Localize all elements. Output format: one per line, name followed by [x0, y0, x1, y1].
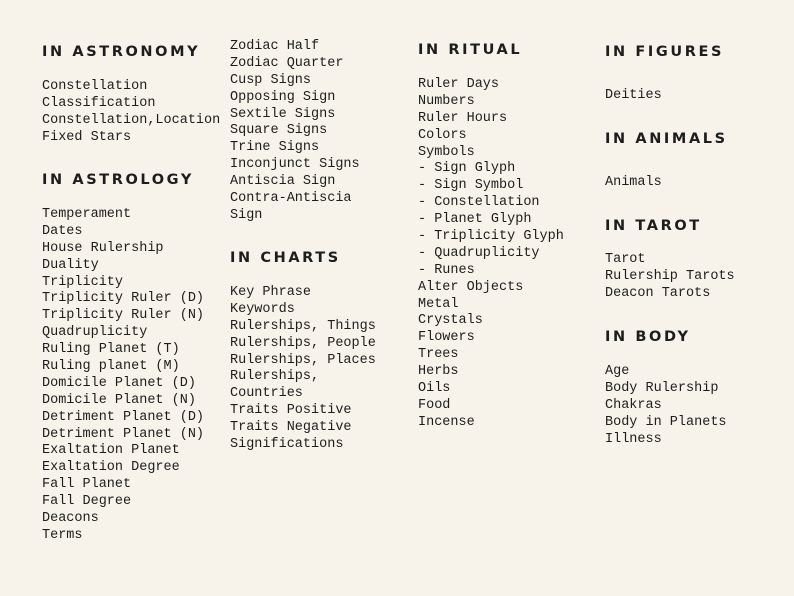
list-in-ritual — [418, 77, 564, 432]
list-item: Fall Planet — [42, 477, 132, 493]
list-item: Rulerships, People — [230, 335, 376, 351]
list-item: - Constellation — [418, 195, 540, 211]
list-item: Domicile Planet (D) — [42, 375, 196, 391]
heading-in-tarot: IN TAROT — [605, 218, 702, 234]
list-item: Dates — [42, 223, 83, 239]
list-item: Terms — [42, 527, 83, 543]
list-item: Antiscia Sign — [230, 174, 336, 190]
heading-in-animals: IN ANIMALS — [605, 131, 728, 147]
list-item: Quadruplicity — [42, 325, 148, 341]
list-item: Duality — [42, 257, 99, 273]
list-item: Numbers — [418, 93, 475, 109]
list-item: Sextile Signs — [230, 106, 336, 122]
heading-in-figures: IN FIGURES — [605, 44, 725, 60]
list-item: Countries — [230, 386, 303, 402]
list-item: Ruling Planet (T) — [42, 342, 180, 358]
list-item: Constellation,Location — [42, 112, 221, 128]
list-item: Keywords — [230, 301, 295, 317]
list-in-animals — [605, 175, 662, 192]
list-item: Domicile Planet (N) — [42, 392, 196, 408]
list-item: Significations — [230, 437, 344, 453]
heading-in-body: IN BODY — [605, 329, 691, 345]
list-item: - Triplicity Glyph — [418, 229, 564, 245]
list-item: Symbols — [418, 144, 475, 160]
list-item: Square Signs — [230, 123, 328, 139]
list-item: Sign — [230, 207, 263, 223]
list-in-body — [605, 364, 727, 448]
list-item: Ruler Hours — [418, 110, 508, 126]
list-item: Fixed Stars — [42, 129, 132, 145]
heading-in-astronomy: IN ASTRONOMY — [42, 44, 201, 60]
list-item: Zodiac Quarter — [230, 55, 344, 71]
heading-in-charts: IN CHARTS — [230, 250, 341, 266]
list-item: Cusp Signs — [230, 72, 312, 88]
list-item: Traits Positive — [230, 403, 352, 419]
list-item: Colors — [418, 127, 467, 143]
list-item: House Rulership — [42, 240, 164, 256]
list-item: - Quadruplicity — [418, 245, 540, 261]
list-item: Traits Negative — [230, 420, 352, 436]
list-item: Constellation — [42, 79, 148, 94]
list-item: Crystals — [418, 313, 483, 329]
list-item: Triplicity Ruler (N) — [42, 308, 205, 324]
list-item: Trine Signs — [230, 140, 320, 156]
list-item: Key Phrase — [230, 285, 312, 300]
list-item: Opposing Sign — [230, 89, 336, 105]
list-item: Contra-Antiscia — [230, 191, 352, 207]
list-in-tarot — [605, 252, 735, 303]
list-item: Animals — [605, 175, 662, 190]
list-item: Alter Objects — [418, 279, 524, 295]
list-item: Detriment Planet (N) — [42, 426, 205, 442]
list-in-figures — [605, 88, 662, 105]
list-item: Temperament — [42, 207, 132, 222]
heading-in-ritual: IN RITUAL — [418, 42, 523, 58]
list-item: - Sign Glyph — [418, 161, 516, 177]
list-item: Fall Degree — [42, 494, 132, 510]
list-in-charts — [230, 285, 376, 454]
list-item: Tarot — [605, 252, 646, 267]
list-item: - Planet Glyph — [418, 212, 532, 228]
list-item: Deacon Tarots — [605, 285, 711, 301]
list-item: Flowers — [418, 330, 475, 346]
heading-in-astrology: IN ASTROLOGY — [42, 172, 194, 188]
list-item: Rulerships, Things — [230, 318, 376, 334]
list-item: - Runes — [418, 262, 475, 278]
list-item: Rulerships, — [230, 369, 320, 385]
list-item: Ruling planet (M) — [42, 359, 180, 375]
list-item: Metal — [418, 296, 459, 312]
list-item: Rulerships, Places — [230, 352, 376, 368]
list-item: - Sign Symbol — [418, 178, 524, 194]
list-item: Deities — [605, 88, 662, 103]
list-item: Herbs — [418, 364, 459, 380]
list-item: Oils — [418, 381, 451, 397]
list-item: Chakras — [605, 397, 662, 413]
list-item: Illness — [605, 431, 662, 447]
list-item: Age — [605, 364, 630, 379]
list-item: Exaltation Degree — [42, 460, 180, 476]
list-item: Incense — [418, 414, 475, 430]
list-zodiac-continued — [230, 39, 360, 225]
list-item: Triplicity — [42, 274, 124, 290]
list-item: Ruler Days — [418, 77, 500, 92]
list-item: Triplicity Ruler (D) — [42, 291, 205, 307]
list-item: Food — [418, 397, 451, 413]
list-item: Body in Planets — [605, 414, 727, 430]
list-item: Trees — [418, 347, 459, 363]
list-item: Exaltation Planet — [42, 443, 180, 459]
list-item: Body Rulership — [605, 380, 719, 396]
list-item: Rulership Tarots — [605, 268, 735, 284]
list-item: Inconjunct Signs — [230, 157, 360, 173]
list-item: Detriment Planet (D) — [42, 409, 205, 425]
list-in-astrology — [42, 207, 204, 545]
list-in-astronomy — [42, 79, 220, 147]
list-item: Zodiac Half — [230, 39, 320, 54]
list-item: Classification — [42, 95, 156, 111]
list-item: Deacons — [42, 511, 99, 527]
